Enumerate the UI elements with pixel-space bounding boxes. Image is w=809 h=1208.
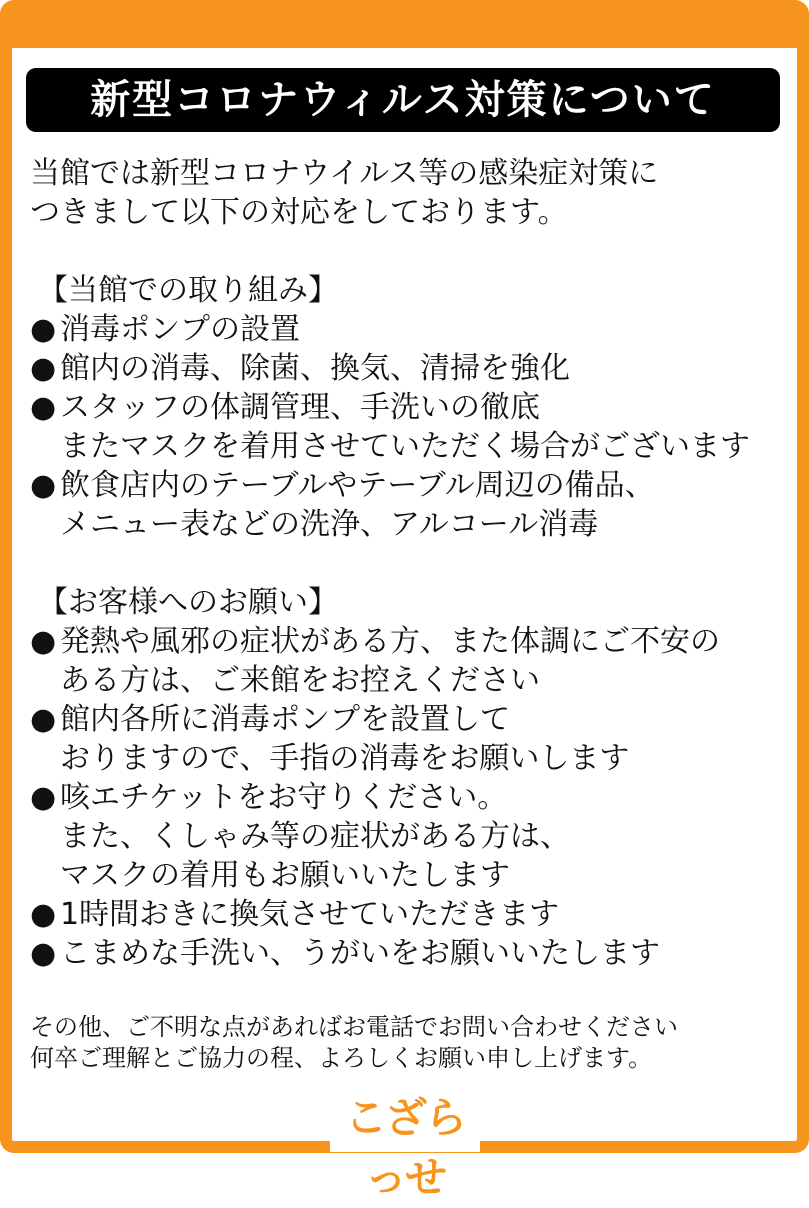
- list-item-continuation: マスクの着用もお願いいたします: [60, 858, 510, 893]
- list-item-continuation: おりますので、手指の消毒をお願いします: [60, 741, 630, 776]
- list-item-label: 1時間おきに換気させていただきます: [60, 897, 560, 932]
- list-item-text: [30, 466, 790, 505]
- list-item-continuation: またマスクを着用させていただく場合がございます: [60, 429, 750, 464]
- bullet-icon: ●: [30, 351, 57, 386]
- list-item-continuation: ある方は、ご来館をお控えください: [60, 663, 540, 698]
- list-item: [30, 310, 790, 349]
- list-item-continuation: メニュー表などの洗浄、アルコール消毒: [60, 507, 599, 542]
- bullet-icon: ●: [30, 624, 57, 659]
- bullet-icon: ●: [30, 312, 57, 347]
- list-item-text: [30, 388, 790, 427]
- list-item: [30, 895, 790, 934]
- bullet-icon: ●: [30, 702, 57, 737]
- bullet-icon: ●: [30, 780, 57, 815]
- list-item: [30, 349, 790, 388]
- section2-list: [30, 622, 790, 973]
- list-item-text: [30, 934, 790, 973]
- list-item: [30, 778, 790, 895]
- list-item-label: 館内各所に消毒ポンプを設置して: [60, 702, 510, 737]
- section1-list: [30, 310, 790, 544]
- list-item-label: こまめな手洗い、うがいをお願いいたします: [60, 936, 660, 971]
- list-item-label: 館内の消毒、除菌、換気、清掃を強化: [60, 351, 570, 386]
- intro-line-1: 当館では新型コロナウイルス等の感染症対策に: [30, 156, 659, 191]
- footer-line-1: その他、ご不明な点があればお電話でお問い合わせください: [30, 1013, 678, 1041]
- list-item-continuation: また、くしゃみ等の症状がある方は、: [60, 819, 570, 854]
- list-item-label: 消毒ポンプの設置: [60, 312, 300, 347]
- list-item-text: [30, 310, 790, 349]
- list-item-label: スタッフの体調管理、手洗いの徹底: [60, 390, 540, 425]
- list-item-label: 発熱や風邪の症状がある方、また体調にご不安の: [60, 624, 720, 659]
- footer-line-2: 何卒ご理解とご協力の程、よろしくお願い申し上げます。: [30, 1044, 653, 1072]
- list-item: [30, 622, 790, 700]
- list-item-text: [30, 349, 790, 388]
- list-item-text: [30, 622, 790, 661]
- bullet-icon: ●: [30, 936, 57, 971]
- bullet-icon: ●: [30, 468, 57, 503]
- page-title: 新型コロナウィルス対策について: [26, 68, 780, 132]
- list-item: [30, 700, 790, 778]
- list-item: [30, 934, 790, 973]
- intro-line-2: つきまして以下の対応をしております。: [30, 195, 568, 230]
- section1-heading: 【当館での取り組み】: [38, 273, 338, 308]
- list-item-label: 咳エチケットをお守りください。: [60, 780, 508, 815]
- logo-badge: [330, 1088, 480, 1202]
- list-item-text: [30, 778, 790, 817]
- section2-heading: 【お客様へのお願い】: [38, 585, 338, 620]
- notice-body: [30, 154, 790, 973]
- list-item: [30, 388, 790, 466]
- bullet-icon: ●: [30, 390, 57, 425]
- list-item-label: 飲食店内のテーブルやテーブル周辺の備品、: [60, 468, 655, 503]
- bullet-icon: ●: [30, 897, 57, 932]
- logo: こざらっせ: [344, 1093, 465, 1202]
- footer-note: [30, 1012, 790, 1074]
- list-item: [30, 466, 790, 544]
- list-item-text: [30, 700, 790, 739]
- list-item-text: [30, 895, 790, 934]
